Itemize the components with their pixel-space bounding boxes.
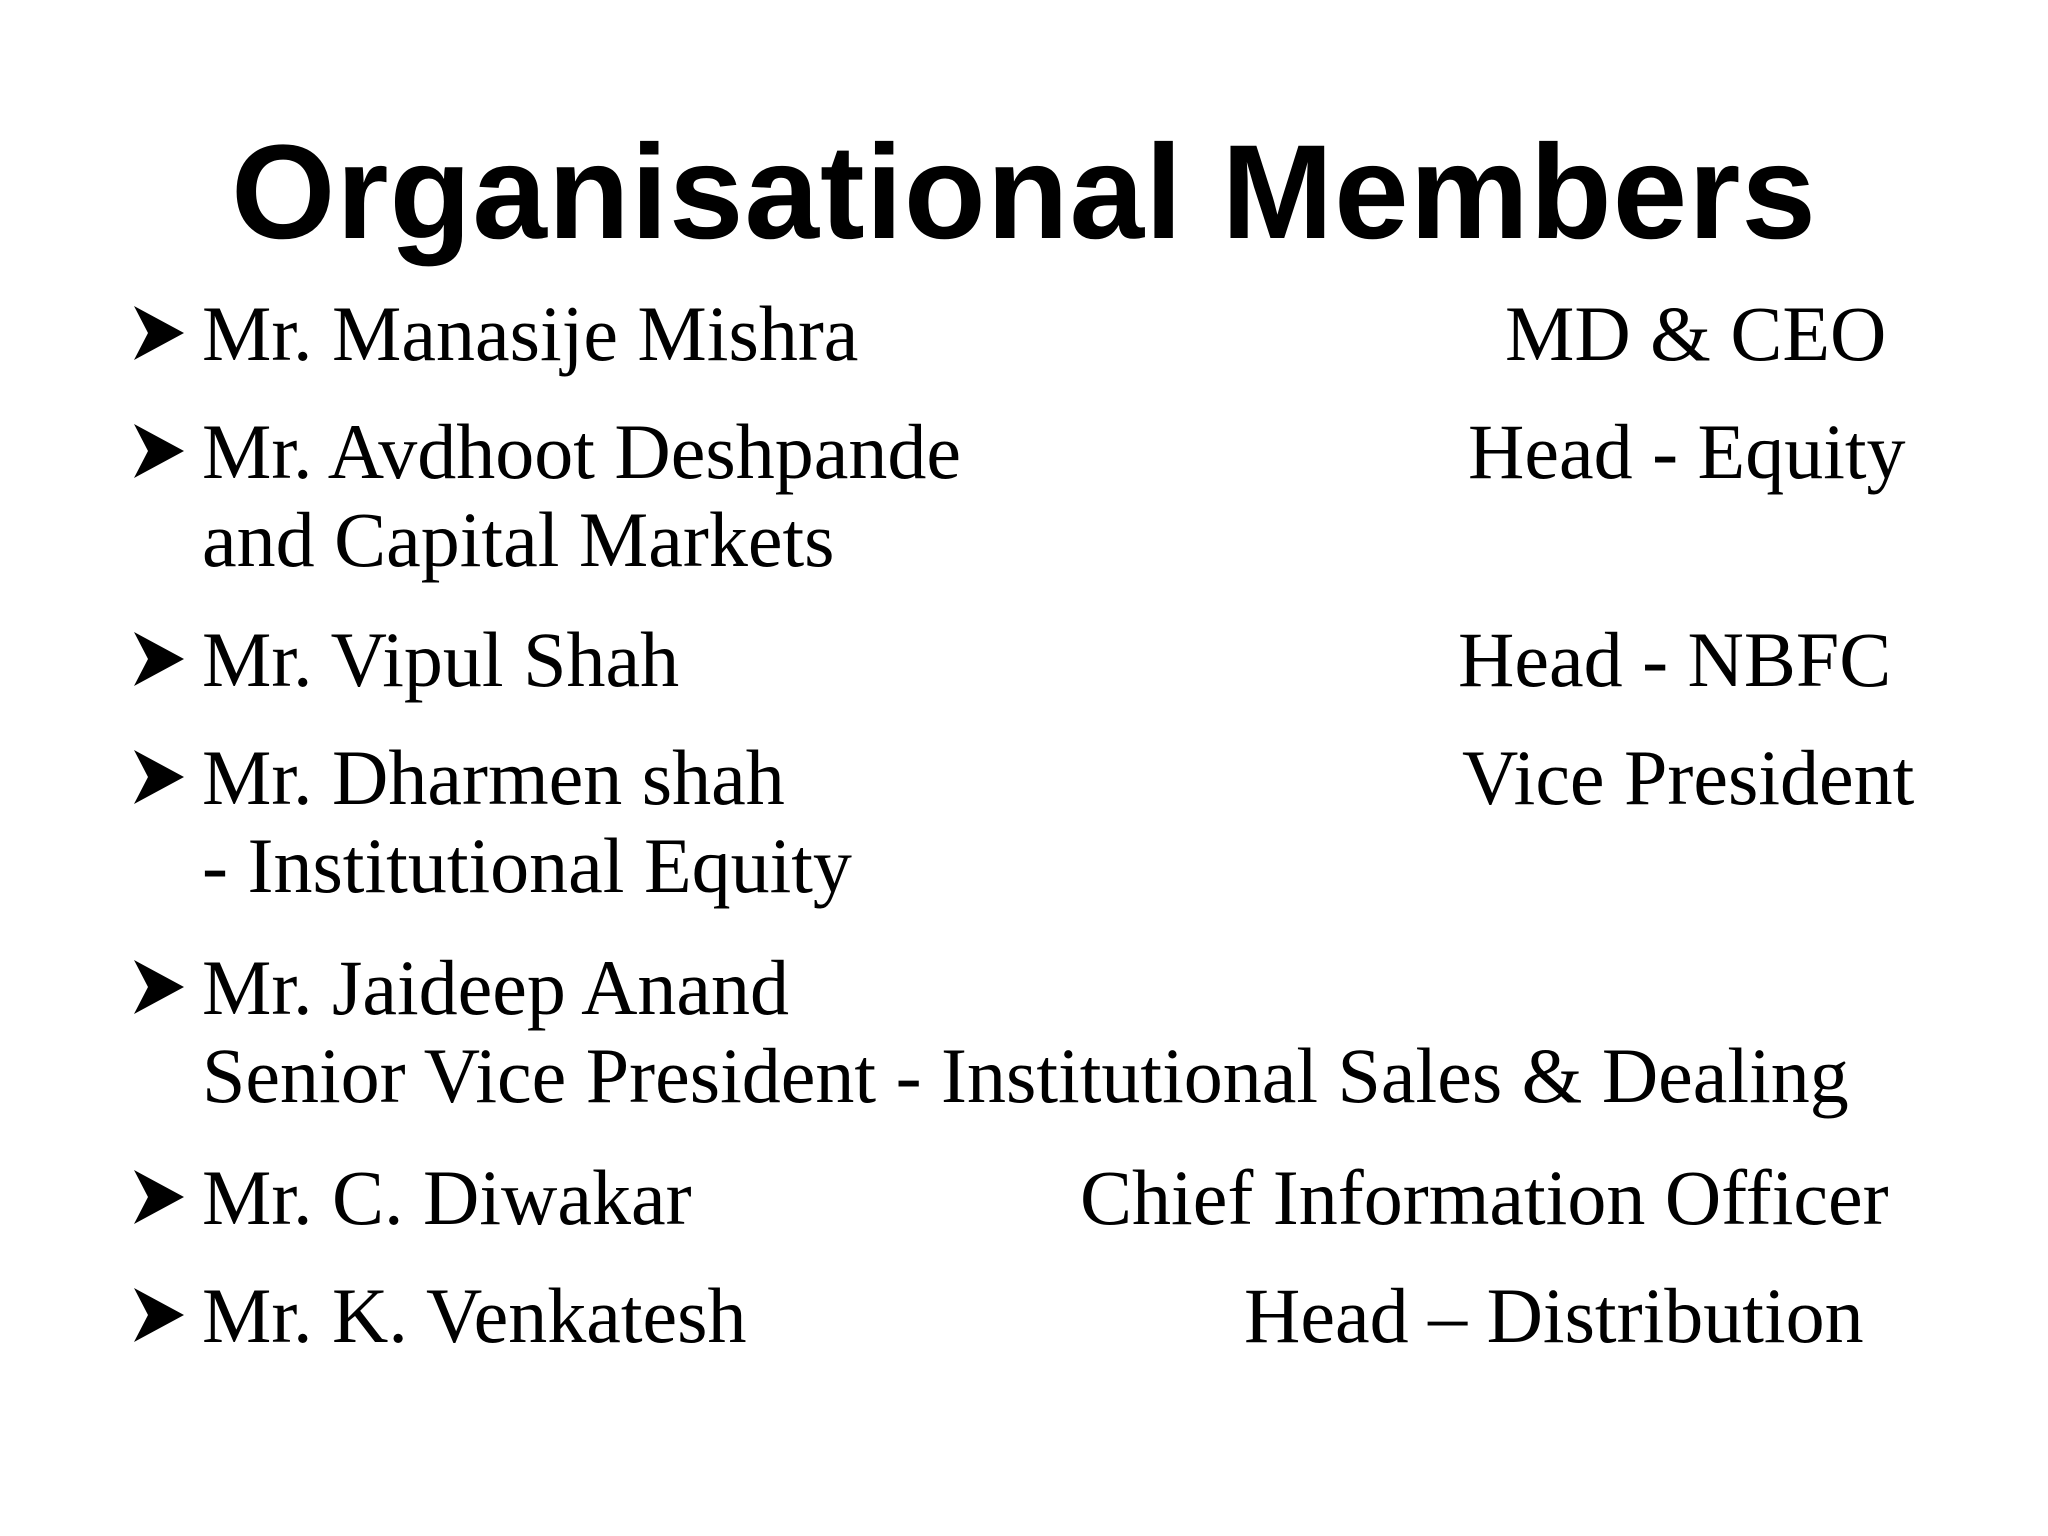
member-role: Head - Equity (1468, 408, 1906, 495)
arrow-bullet-icon (128, 1284, 190, 1346)
member-role: Head – Distribution (1244, 1272, 1864, 1359)
member-role: Chief Information Officer (1080, 1154, 1889, 1241)
member-role: MD & CEO (1505, 290, 1887, 377)
member-name: Mr. Manasije Mishra (202, 290, 859, 377)
member-name: Mr. Dharmen shah (202, 734, 785, 821)
member-name: Mr. C. Diwakar (202, 1154, 692, 1241)
member-continuation: Senior Vice President - Institutional Sales & Dealing (202, 1032, 1849, 1119)
arrow-bullet-icon (128, 302, 190, 364)
arrow-bullet-icon (128, 1166, 190, 1228)
arrow-bullet-icon (128, 746, 190, 808)
member-name: Mr. Avdhoot Deshpande (202, 408, 961, 495)
slide-title: Organisational Members (231, 118, 1817, 267)
arrow-bullet-icon (128, 628, 190, 690)
member-name: Mr. Jaideep Anand (202, 944, 790, 1031)
member-name: Mr. Vipul Shah (202, 616, 680, 703)
member-continuation: - Institutional Equity (202, 822, 852, 909)
member-role: Head - NBFC (1458, 616, 1892, 703)
member-name: Mr. K. Venkatesh (202, 1272, 747, 1359)
member-continuation: and Capital Markets (202, 496, 835, 583)
member-role: Vice President (1462, 734, 1915, 821)
arrow-bullet-icon (128, 420, 190, 482)
arrow-bullet-icon (128, 956, 190, 1018)
